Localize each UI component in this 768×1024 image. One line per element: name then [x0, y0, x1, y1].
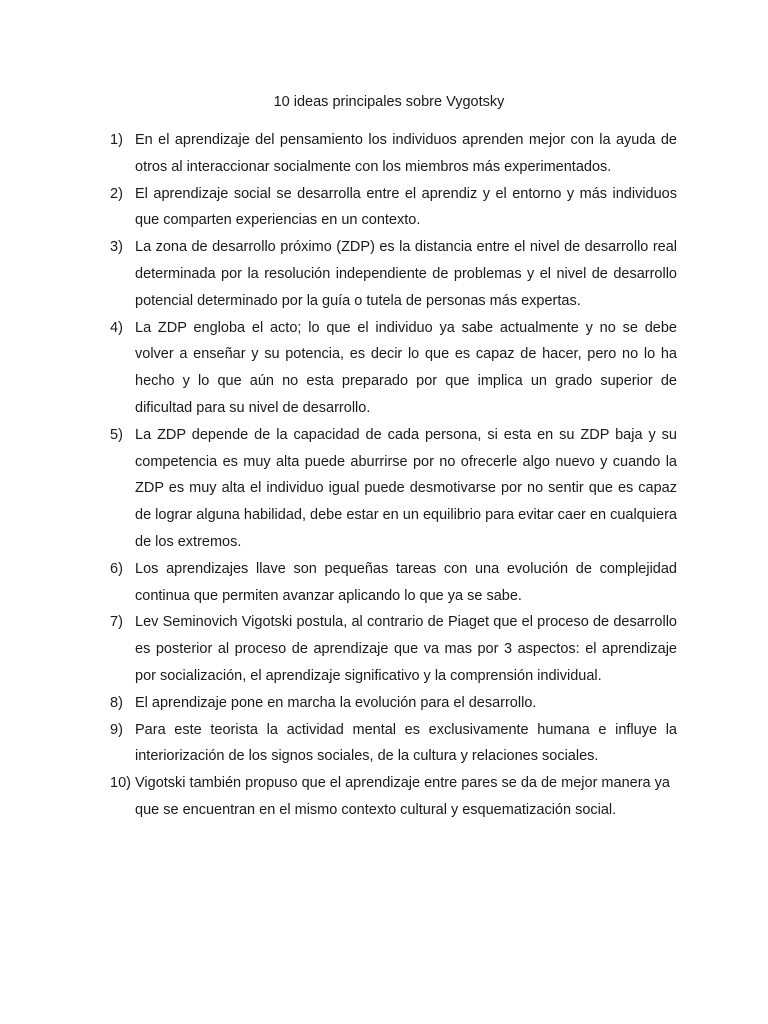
list-item-text: El aprendizaje pone en marcha la evolución para el desarrollo.	[135, 694, 537, 711]
list-item	[110, 234, 677, 314]
list-item-text: La ZDP engloba el acto; lo que el individuo ya sabe actualmente y no se debe volver a enseñar y su potencia, es decir lo que es capaz de hacer, pero no lo ha hecho y lo que aún no esta preparado por que implica un grado superior de dificultad para su nivel de desarrollo.	[135, 319, 677, 416]
list-item	[110, 315, 677, 422]
list-item-number: 1)	[110, 132, 123, 148]
list-item	[110, 717, 677, 771]
document-title: 10 ideas principales sobre Vygotsky	[273, 94, 505, 110]
list-item-number: 8)	[110, 694, 123, 711]
list-item	[110, 770, 677, 824]
list-item	[110, 127, 677, 181]
list-item-number: 4)	[110, 319, 123, 336]
list-item	[110, 422, 677, 556]
list-item-text: La zona de desarrollo próximo (ZDP) es la distancia entre el nivel de desarrollo real determinada por la resolución independiente de problemas y el nivel de desarrollo potencial determinado por la guía o tutela de personas más expertas.	[135, 239, 677, 309]
list-item-text: En el aprendizaje del pensamiento los individuos aprenden mejor con la ayuda de otros al interaccionar socialmente con los miembros más experimentados.	[135, 132, 677, 175]
list-item-number: 5)	[110, 426, 123, 443]
list-item-text: El aprendizaje social se desarrolla entre el aprendiz y el entorno y más individuos que comparten experiencias en un contexto.	[135, 185, 677, 229]
list-item	[110, 690, 677, 717]
list-item-text: Lev Seminovich Vigotski postula, al contrario de Piaget que el proceso de desarrollo es posterior al proceso de aprendizaje que va mas por 3 aspectos: el aprendizaje por socialización, el aprendizaje significativo y la comprensión individual.	[135, 614, 677, 684]
list-item-number: 7)	[110, 614, 123, 631]
list-item	[110, 181, 677, 235]
list-item-text: La ZDP depende de la capacidad de cada persona, si esta en su ZDP baja y su competencia es muy alta puede aburrirse por no ofrecerle algo nuevo y cuando la ZDP es muy alta el individuo igual puede desmotivarse por no sentir que es capaz de lograr alguna habilidad, debe estar en un equilibrio para evitar caer en cualquiera de los extremos.	[135, 426, 677, 550]
list-item	[110, 609, 677, 689]
list-item-number: 3)	[110, 239, 123, 256]
list-item-number: 9)	[110, 721, 123, 738]
list-item-number: 6)	[110, 560, 123, 577]
list-item	[110, 556, 677, 610]
list-item-number: 2)	[110, 185, 123, 202]
list-item-number: 10)	[110, 775, 131, 792]
ideas-list	[110, 127, 677, 824]
list-item-text: Los aprendizajes llave son pequeñas tareas con una evolución de complejidad continua que permiten avanzar aplicando lo que ya se sabe.	[135, 560, 677, 604]
list-item-text: Vigotski también propuso que el aprendizaje entre pares se da de mejor manera ya que se encuentran en el mismo contexto cultural y esquematización social.	[135, 775, 670, 818]
list-item-text: Para este teorista la actividad mental es exclusivamente humana e influye la interiorización de los signos sociales, de la cultura y relaciones sociales.	[135, 721, 677, 765]
